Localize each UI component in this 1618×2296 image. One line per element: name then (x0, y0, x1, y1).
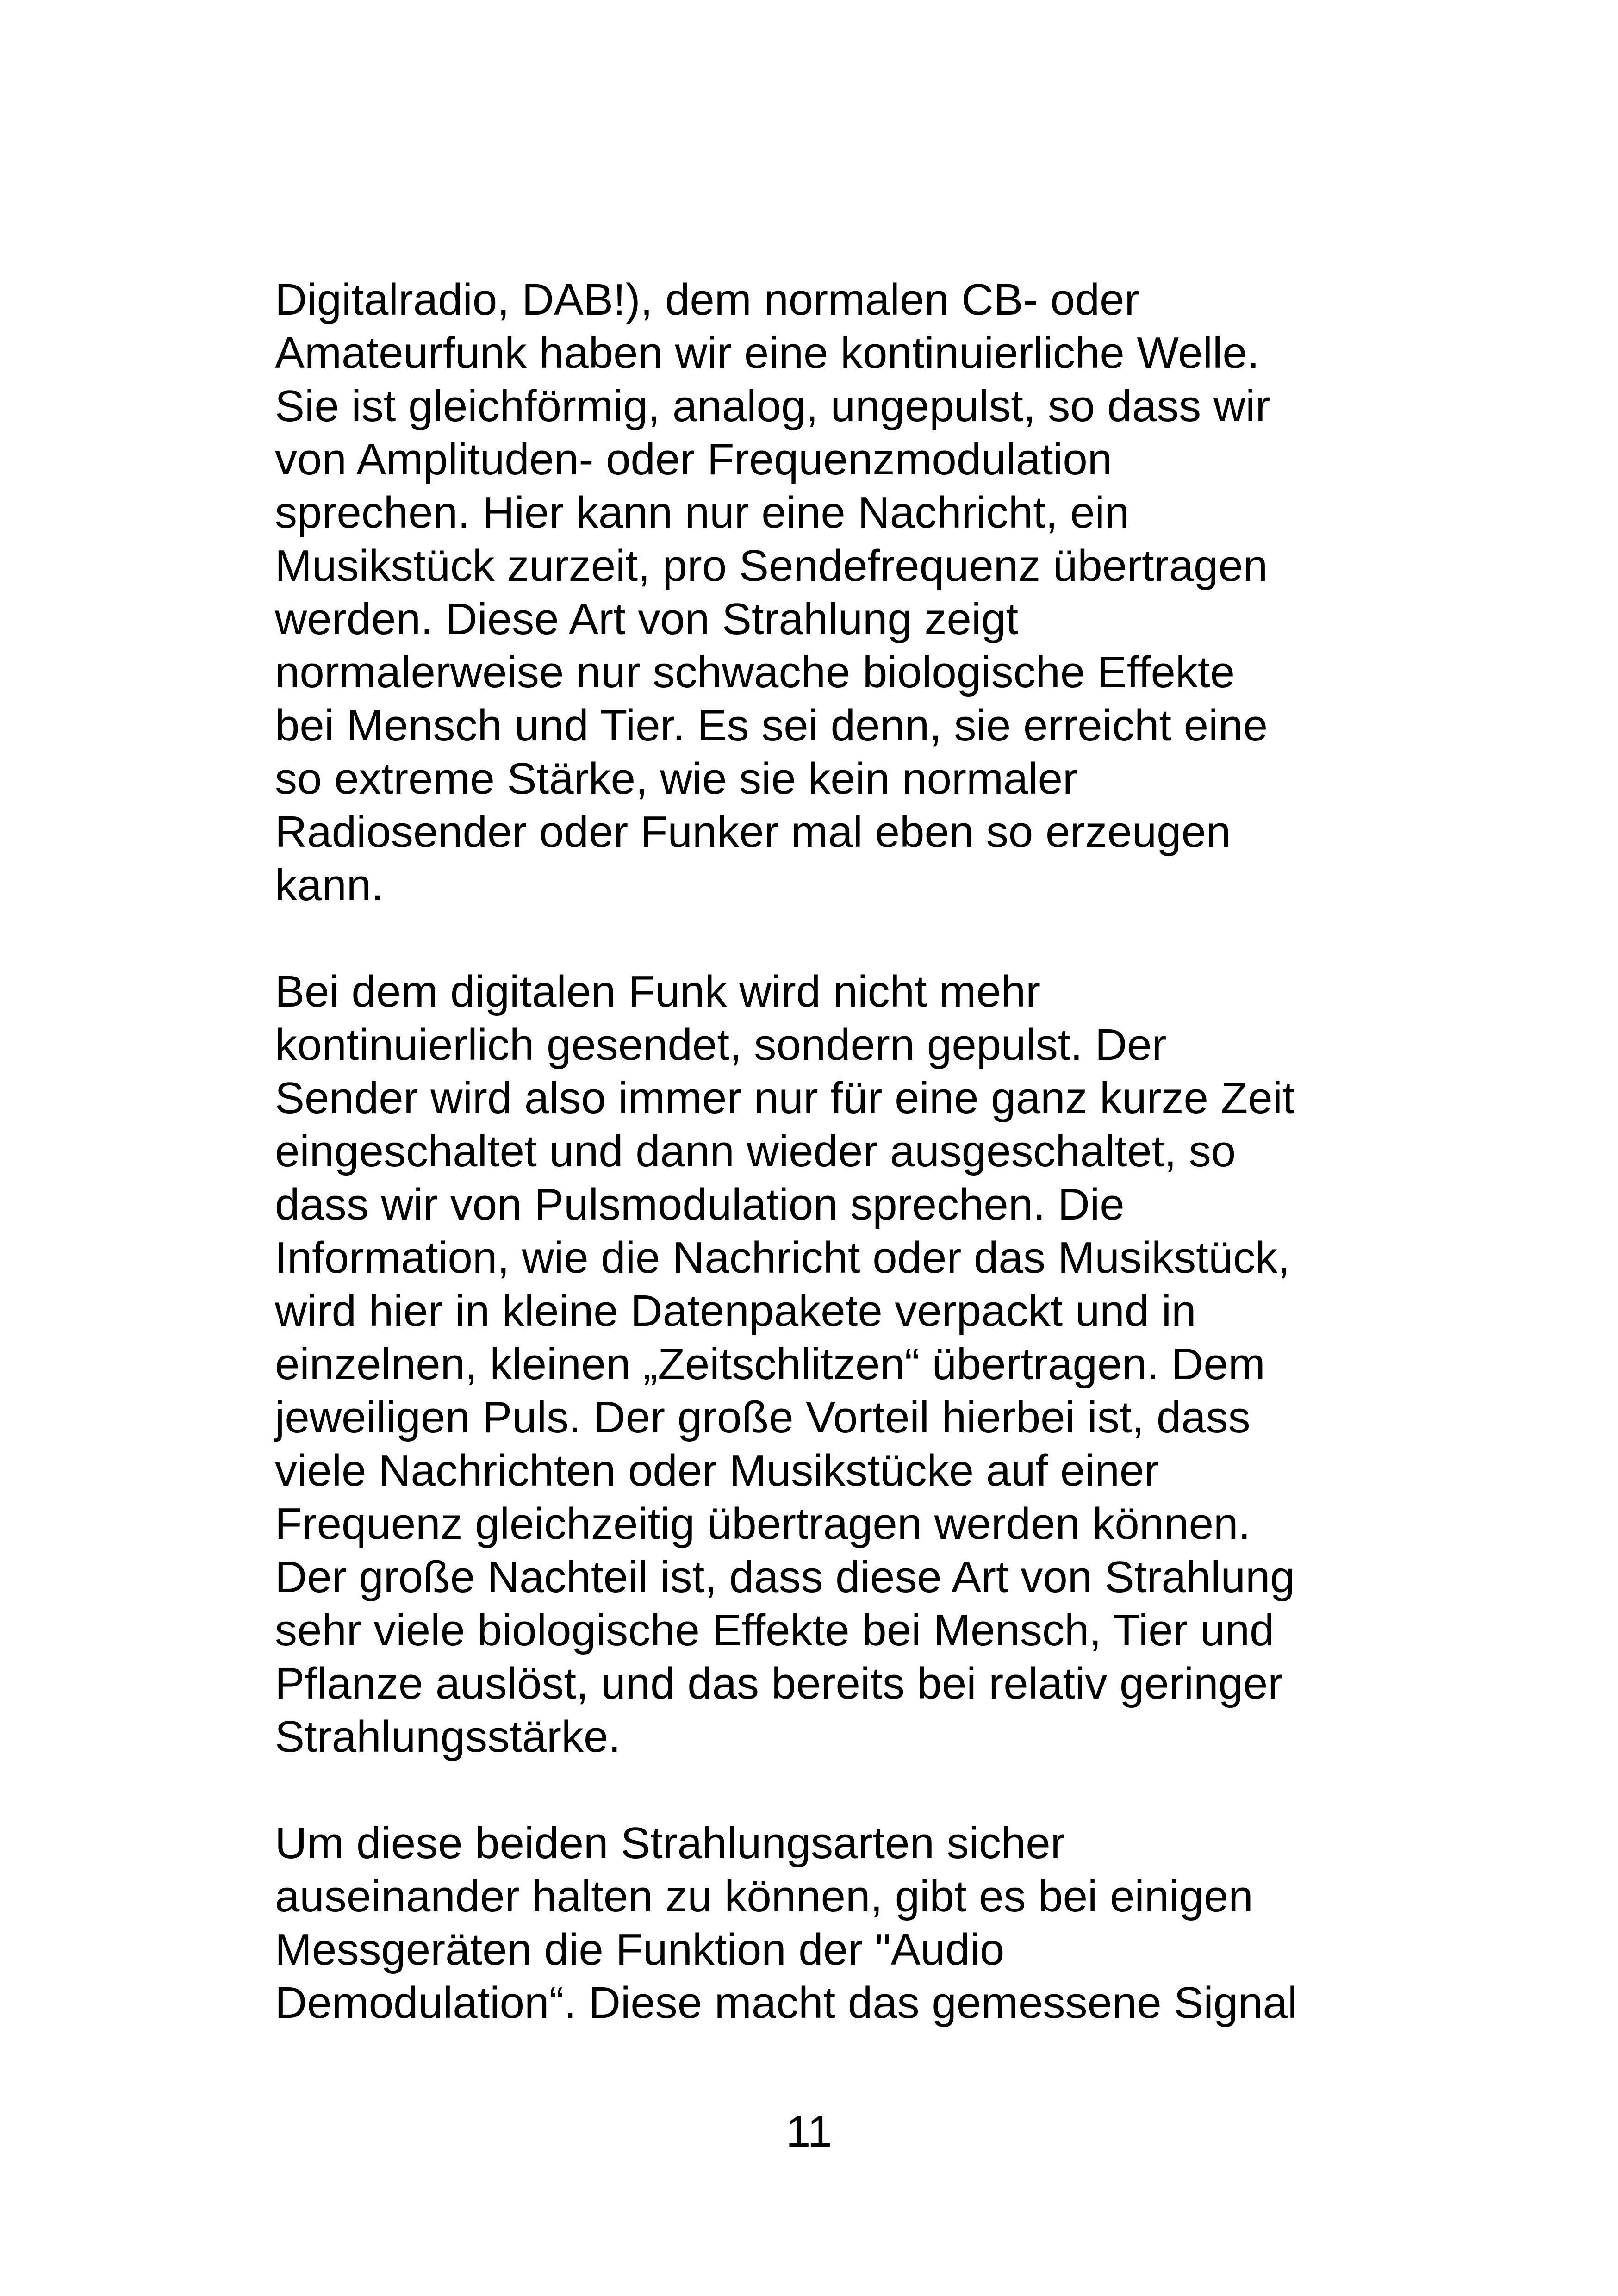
text-line: Information, wie die Nachricht oder das Musikstück, (275, 1233, 1290, 1282)
text-line: jeweiligen Puls. Der große Vorteil hierbei ist, dass (275, 1393, 1251, 1442)
text-line: Amateurfunk haben wir eine kontinuierliche Welle. (275, 328, 1260, 378)
text-line: kann. (275, 860, 384, 910)
text-line: normalerweise nur schwache biologische Effekte (275, 647, 1235, 697)
text-line: Frequenz gleichzeitig übertragen werden können. (275, 1499, 1251, 1549)
text-line: einzelnen, kleinen „Zeitschlitzen“ übertragen. Dem (275, 1339, 1265, 1389)
page-number: 11 (786, 2107, 832, 2156)
text-line: Der große Nachteil ist, dass diese Art von Strahlung (275, 1552, 1295, 1602)
text-line: kontinuierlich gesendet, sondern gepulst. Der (275, 1020, 1167, 1070)
paragraph-3 (275, 1817, 1534, 2029)
text-line: eingeschaltet und dann wieder ausgeschaltet, so (275, 1126, 1236, 1176)
text-line: sehr viele biologische Effekte bei Mensch, Tier und (275, 1605, 1275, 1655)
text-line: so extreme Stärke, wie sie kein normaler (275, 754, 1077, 803)
text-line: dass wir von Pulsmodulation sprechen. Die (275, 1180, 1125, 1229)
text-line: Sender wird also immer nur für eine ganz kurze Zeit (275, 1073, 1295, 1123)
text-line: Musikstück zurzeit, pro Sendefrequenz übertragen (275, 541, 1268, 591)
page-body (275, 273, 1534, 2029)
paragraph-gap (275, 912, 1534, 965)
text-line: von Amplituden- oder Frequenzmodulation (275, 435, 1113, 484)
text-line: viele Nachrichten oder Musikstücke auf einer (275, 1446, 1159, 1495)
text-line: werden. Diese Art von Strahlung zeigt (275, 594, 1019, 644)
paragraph-1 (275, 273, 1534, 912)
text-line: Pflanze auslöst, und das bereits bei relativ geringer (275, 1659, 1283, 1708)
paragraph-2 (275, 965, 1534, 1763)
text-line: Radiosender oder Funker mal eben so erzeugen (275, 807, 1231, 857)
text-line: Um diese beiden Strahlungsarten sicher (275, 1818, 1065, 1868)
text-line: Strahlungsstärke. (275, 1712, 621, 1761)
text-line: Messgeräten die Funktion der "Audio (275, 1925, 1005, 1974)
text-line: auseinander halten zu können, gibt es bei einigen (275, 1872, 1253, 1921)
text-line: Sie ist gleichförmig, analog, ungepulst, so dass wir (275, 381, 1270, 431)
text-line: bei Mensch und Tier. Es sei denn, sie erreicht eine (275, 701, 1268, 750)
text-line: wird hier in kleine Datenpakete verpackt und in (275, 1286, 1196, 1336)
text-line: Bei dem digitalen Funk wird nicht mehr (275, 967, 1041, 1016)
text-line: sprechen. Hier kann nur eine Nachricht, ein (275, 488, 1130, 537)
text-line: Demodulation“. Diese macht das gemessene Signal (275, 1978, 1298, 2028)
text-line: Digitalradio, DAB!), dem normalen CB- oder (275, 275, 1139, 324)
paragraph-gap (275, 1763, 1534, 1817)
